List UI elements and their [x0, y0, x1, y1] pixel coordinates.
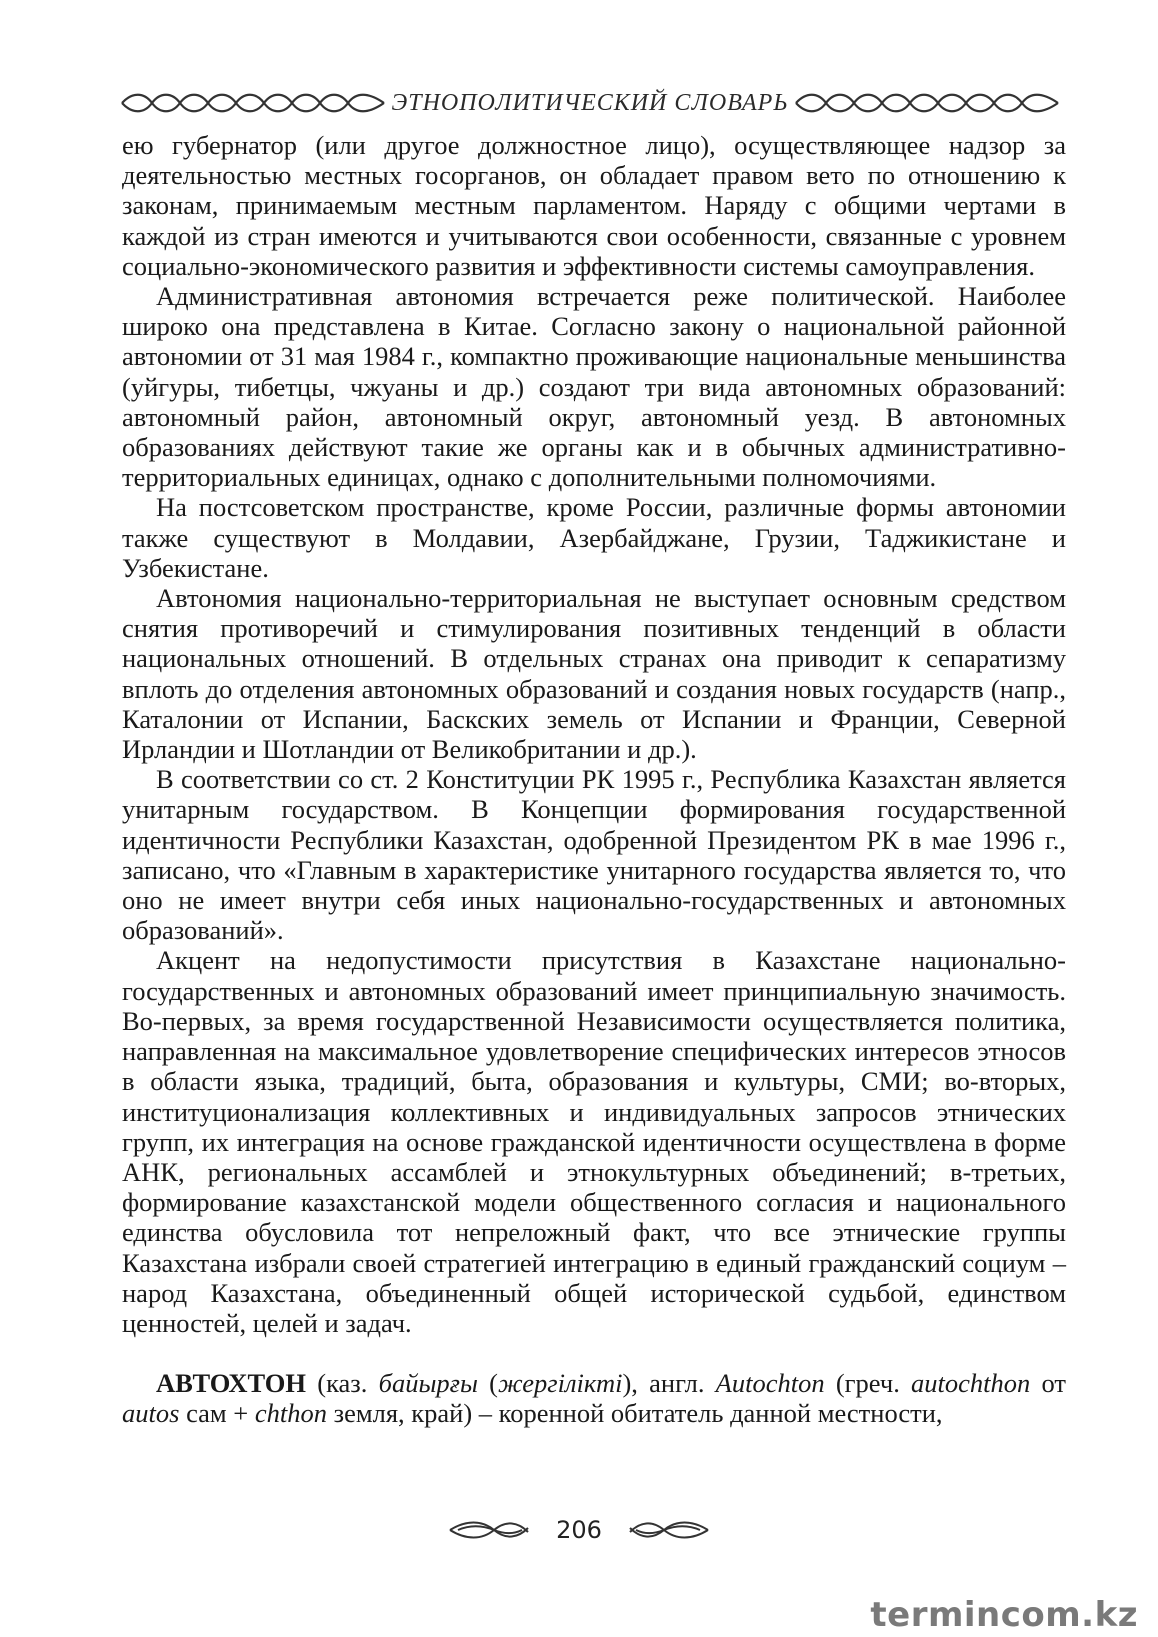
page-footer	[0, 1512, 1158, 1548]
header-title: ЭТНОПОЛИТИЧЕСКИЙ СЛОВАРЬ	[391, 89, 789, 116]
paragraph-post-soviet: На постсоветском пространстве, кроме России, различные формы автономии также существуют в Молдавии, Азербайджане, Грузии, Таджикистане и Узбекистане.	[122, 492, 1066, 583]
site-watermark: termincom.kz	[870, 1595, 1138, 1635]
entry-text: от	[1030, 1368, 1066, 1399]
running-header	[118, 86, 1062, 120]
entry-etymology-autos: autos	[122, 1398, 180, 1429]
fleuron-right-icon	[628, 1518, 710, 1542]
ornament-left-icon	[118, 90, 388, 116]
paragraph-accent: Акцент на недопустимости присутствия в Казахстане национально-государственных и автономных образований имеет принципиальную значимость. Во-первых, за время государственной Независимости осуществляется политика, направленная на максимальное удовлетворение специфических интересов этносов в области языка, традиций, быта, образования и культуры, СМИ; во-вторых, институционализация коллективных и индивидуальных запросов этнических групп, их интеграция на основе гражданской идентичности осуществлена в форме АНК, региональных ассамблей и этнокультурных объединений; в-третьих, формирование казахстанской модели общественного согласия и национального единства обусловила тот непреложный факт, что все этнические группы Казахстана избрали своей стратегией интеграцию в единый гражданский социум – народ Казахстана, объединенный общей исторической судьбой, единством ценностей, целей и задач.	[122, 945, 1066, 1338]
page-number: 206	[556, 1516, 602, 1544]
entry-etymology-chthon: chthon	[254, 1398, 327, 1429]
entry-headword: АВТОХТОН	[156, 1368, 307, 1399]
entry-english-term: Autochton	[715, 1368, 825, 1399]
entry-text: земля, край) – коренной обитатель данной местности,	[327, 1398, 943, 1429]
paragraph-administrative-autonomy: Административная автономия встречается реже политической. Наиболее широко она представлена в Китае. Согласно закону о национальной районной автономии от 31 мая 1984 г., компактно проживающие национальные меньшинства (уйгуры, тибетцы, чжуаны и др.) создают три вида автономных образований: автономный район, автономный округ, автономный уезд. В автономных образованиях действуют такие же органы как и в обычных административно-территориальных единицах, однако с дополнительными полномочиями.	[122, 281, 1066, 493]
entry-kazakh-term: байырғы	[378, 1368, 478, 1399]
entry-text: ), англ.	[622, 1368, 716, 1399]
paragraph-national-territorial: Автономия национально-территориальная не выступает основным средством снятия противоречий и стимулирования позитивных тенденций в области национальных отношений. В отдельных странах она приводит к сепаратизму вплоть до отделения автономных образований и создания новых государств (напр., Каталонии от Испании, Баскских земель от Испании и Франции, Северной Ирландии и Шотландии от Великобритании и др.).	[122, 583, 1066, 765]
entry-greek-term: autochthon	[911, 1368, 1031, 1399]
entry-text: (греч.	[824, 1368, 912, 1399]
dictionary-entry-autochthon	[122, 1368, 1066, 1428]
paragraph-constitution: В соответствии со ст. 2 Конституции РК 1995 г., Республика Казахстан является унитарным государством. В Концепции формирования государственной идентичности Республики Казахстан, одобренной Президентом РК в мае 1996 г., записано, что «Главным в характеристике унитарного государства является то, что оно не имеет внутри себя иных национально-государственных и автономных образований».	[122, 764, 1066, 946]
entry-kazakh-term-alt: жергілікті	[497, 1368, 623, 1399]
entry-text: (каз.	[306, 1368, 379, 1399]
paragraph-continuation: ею губернатор (или другое должностное лицо), осуществляющее надзор за деятельностью местных госорганов, он обладает правом вето по отношению к законам, принимаемым местным парламентом. Наряду с общими чертами в каждой из стран имеются и учитываются свои особенности, связанные с уровнем социально-экономического развития и эффективности системы самоуправления.	[122, 130, 1066, 281]
ornament-right-icon	[792, 90, 1062, 116]
entry-text: (	[477, 1368, 498, 1399]
fleuron-left-icon	[448, 1518, 530, 1542]
entry-text: сам +	[179, 1398, 255, 1429]
page-body	[122, 130, 1066, 1429]
